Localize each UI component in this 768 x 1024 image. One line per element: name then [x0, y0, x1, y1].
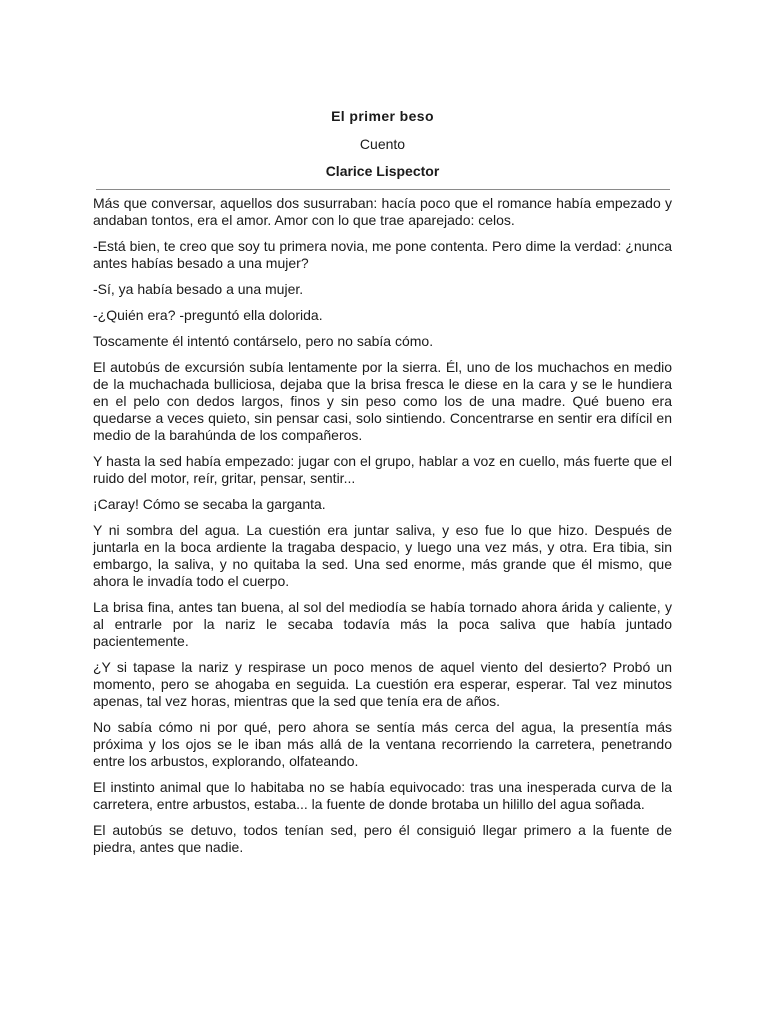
- paragraph: El autobús se detuvo, todos tenían sed, pero él consiguió llegar primero a la fuente de piedra, antes que nadie.: [93, 822, 672, 855]
- paragraph: ¡Caray! Cómo se secaba la garganta.: [93, 496, 326, 512]
- paragraph: No sabía cómo ni por qué, pero ahora se sentía más cerca del agua, la presentía más próxima y los ojos se le iban más allá de la ventana recorriendo la carretera, penetrando entre los arbustos, explorando, olfateando.: [93, 719, 672, 769]
- paragraph: -Sí, ya había besado a una mujer.: [93, 281, 304, 297]
- paragraph: El instinto animal que lo habitaba no se había equivocado: tras una inesperada curva de la carretera, entre arbustos, estaba... la fuente de donde brotaba un hilillo del agua soñada.: [93, 779, 672, 812]
- header-divider: [96, 189, 670, 190]
- paragraph: ¿Y si tapase la nariz y respirase un poco menos de aquel viento del desierto? Probó un momento, pero se ahogaba en seguida. La cuestión era esperar, esperar. Tal vez minutos apenas, tal vez horas, mientras que la sed que tenía era de años.: [93, 659, 672, 709]
- paragraph: -Está bien, te creo que soy tu primera novia, me pone contenta. Pero dime la verdad: ¿nunca antes habías besado a una mujer?: [93, 238, 672, 271]
- paragraph: Y hasta la sed había empezado: jugar con el grupo, hablar a voz en cuello, más fuerte que el ruido del motor, reír, gritar, pensar, sentir...: [93, 453, 672, 486]
- paragraph: Toscamente él intentó contárselo, pero no sabía cómo.: [93, 333, 434, 349]
- paragraph: Y ni sombra del agua. La cuestión era juntar saliva, y eso fue lo que hizo. Después de juntarla en la boca ardiente la tragaba despacio, y luego una vez más, y otra. Era tibia, sin embargo, la saliva, y no quitaba la sed. Una sed enorme, más grande que él mismo, que ahora le invadía todo el cuerpo.: [93, 522, 672, 589]
- paragraph: -¿Quién era? -preguntó ella dolorida.: [93, 307, 323, 323]
- document-subtitle: Cuento: [359, 136, 406, 152]
- document-title: El primer beso: [331, 108, 434, 124]
- document-body: [93, 195, 672, 865]
- paragraph: El autobús de excursión subía lentamente por la sierra. Él, uno de los muchachos en medio de la muchachada bulliciosa, dejaba que la brisa fresca le diese en la cara y se le hundiera en el pelo con dedos largos, finos y sin peso como los de una madre. Qué bueno era quedarse a veces quieto, sin pensar casi, solo sintiendo. Concentrarse en sentir era difícil en medio de la barahúnda de los compañeros.: [93, 359, 672, 443]
- paragraph: La brisa fina, antes tan buena, al sol del mediodía se había tornado ahora árida y caliente, y al entrarle por la nariz le secaba todavía más la poca saliva que había juntado pacientemente.: [93, 599, 672, 649]
- paragraph: Más que conversar, aquellos dos susurraban: hacía poco que el romance había empezado y andaban tontos, era el amor. Amor con lo que trae aparejado: celos.: [93, 195, 672, 228]
- document-author: Clarice Lispector: [325, 163, 440, 179]
